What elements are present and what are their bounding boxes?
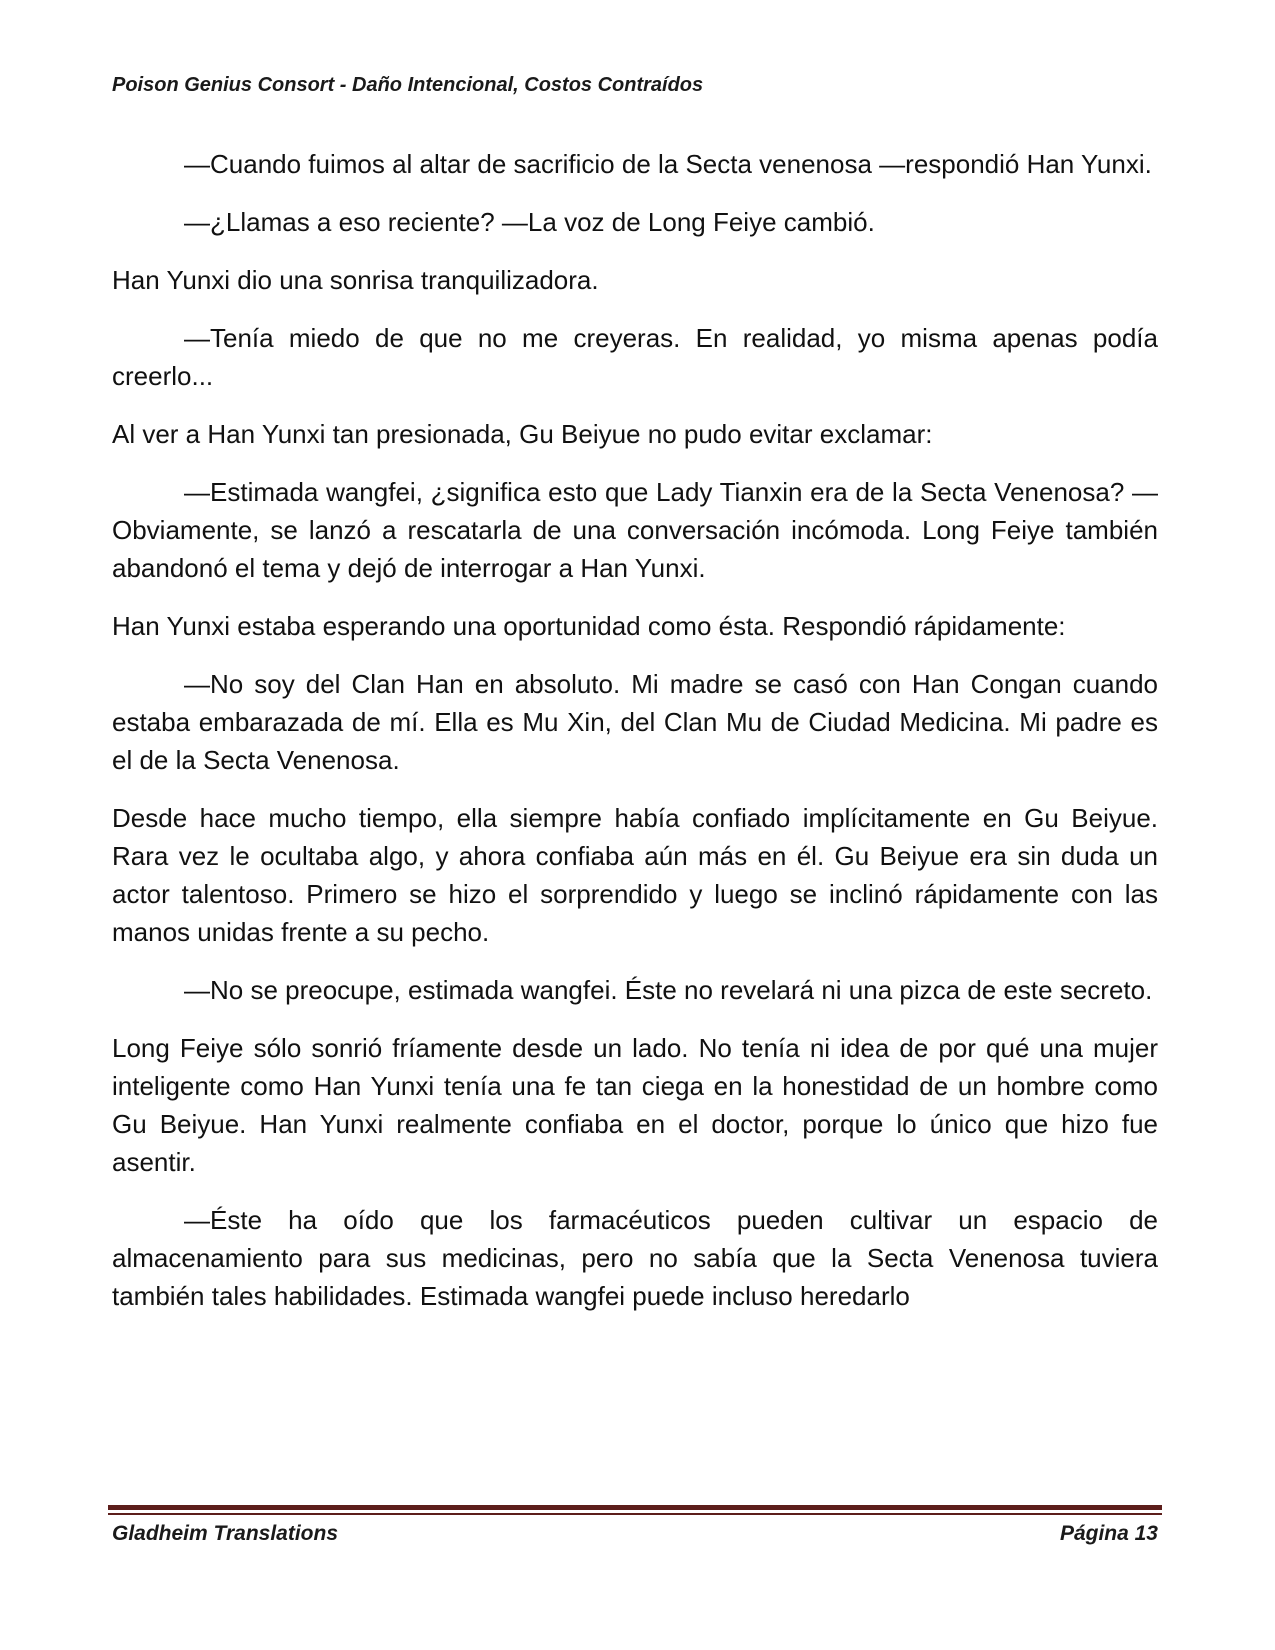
paragraph: —Estimada wangfei, ¿significa esto que Lady Tianxin era de la Secta Venenosa? —Obviamente, se lanzó a rescatarla de una conversación incómoda. Long Feiye también abandonó el tema y dejó de interrogar a Han Yunxi. — [112, 477, 1158, 583]
footer-publisher: Gladheim Translations — [112, 1522, 339, 1545]
paragraph: —Cuando fuimos al altar de sacrificio de la Secta venenosa —respondió Han Yunxi. — [184, 149, 1152, 179]
page-body — [112, 145, 1158, 1315]
paragraph: —Tenía miedo de que no me creyeras. En realidad, yo misma apenas podía creerlo... — [112, 323, 1158, 391]
footer-rule-thin — [108, 1513, 1162, 1515]
running-header: Poison Genius Consort - Daño Intencional, Costos Contraídos — [112, 74, 704, 96]
paragraph: Desde hace mucho tiempo, ella siempre había confiado implícitamente en Gu Beiyue. Rara vez le ocultaba algo, y ahora confiaba aún más en él. Gu Beiyue era sin duda un actor talentoso. Primero se hizo el sorprendido y luego se inclinó rápidamente con las manos unidas frente a su pecho. — [112, 803, 1158, 947]
footer-rule-thick — [108, 1505, 1162, 1510]
paragraph: —¿Llamas a eso reciente? —La voz de Long Feiye cambió. — [184, 207, 875, 237]
paragraph: Han Yunxi estaba esperando una oportunidad como ésta. Respondió rápidamente: — [112, 611, 1066, 641]
paragraph: Long Feiye sólo sonrió fríamente desde un lado. No tenía ni idea de por qué una mujer inteligente como Han Yunxi tenía una fe tan ciega en la honestidad de un hombre como Gu Beiyue. Han Yunxi realmente confiaba en el doctor, porque lo único que hizo fue asentir. — [112, 1033, 1158, 1177]
paragraph: Al ver a Han Yunxi tan presionada, Gu Beiyue no pudo evitar exclamar: — [112, 419, 933, 449]
paragraph: —Éste ha oído que los farmacéuticos pueden cultivar un espacio de almacenamiento para sus medicinas, pero no sabía que la Secta Venenosa tuviera también tales habilidades. Estimada wangfei puede incluso heredarlo — [112, 1205, 1158, 1311]
page-number: Página 13 — [1059, 1522, 1158, 1545]
paragraph: Han Yunxi dio una sonrisa tranquilizadora. — [112, 265, 599, 295]
page-footer — [112, 1522, 1158, 1546]
paragraph: —No soy del Clan Han en absoluto. Mi madre se casó con Han Congan cuando estaba embarazada de mí. Ella es Mu Xin, del Clan Mu de Ciudad Medicina. Mi padre es el de la Secta Venenosa. — [112, 669, 1158, 775]
paragraph: —No se preocupe, estimada wangfei. Éste no revelará ni una pizca de este secreto. — [184, 975, 1153, 1005]
